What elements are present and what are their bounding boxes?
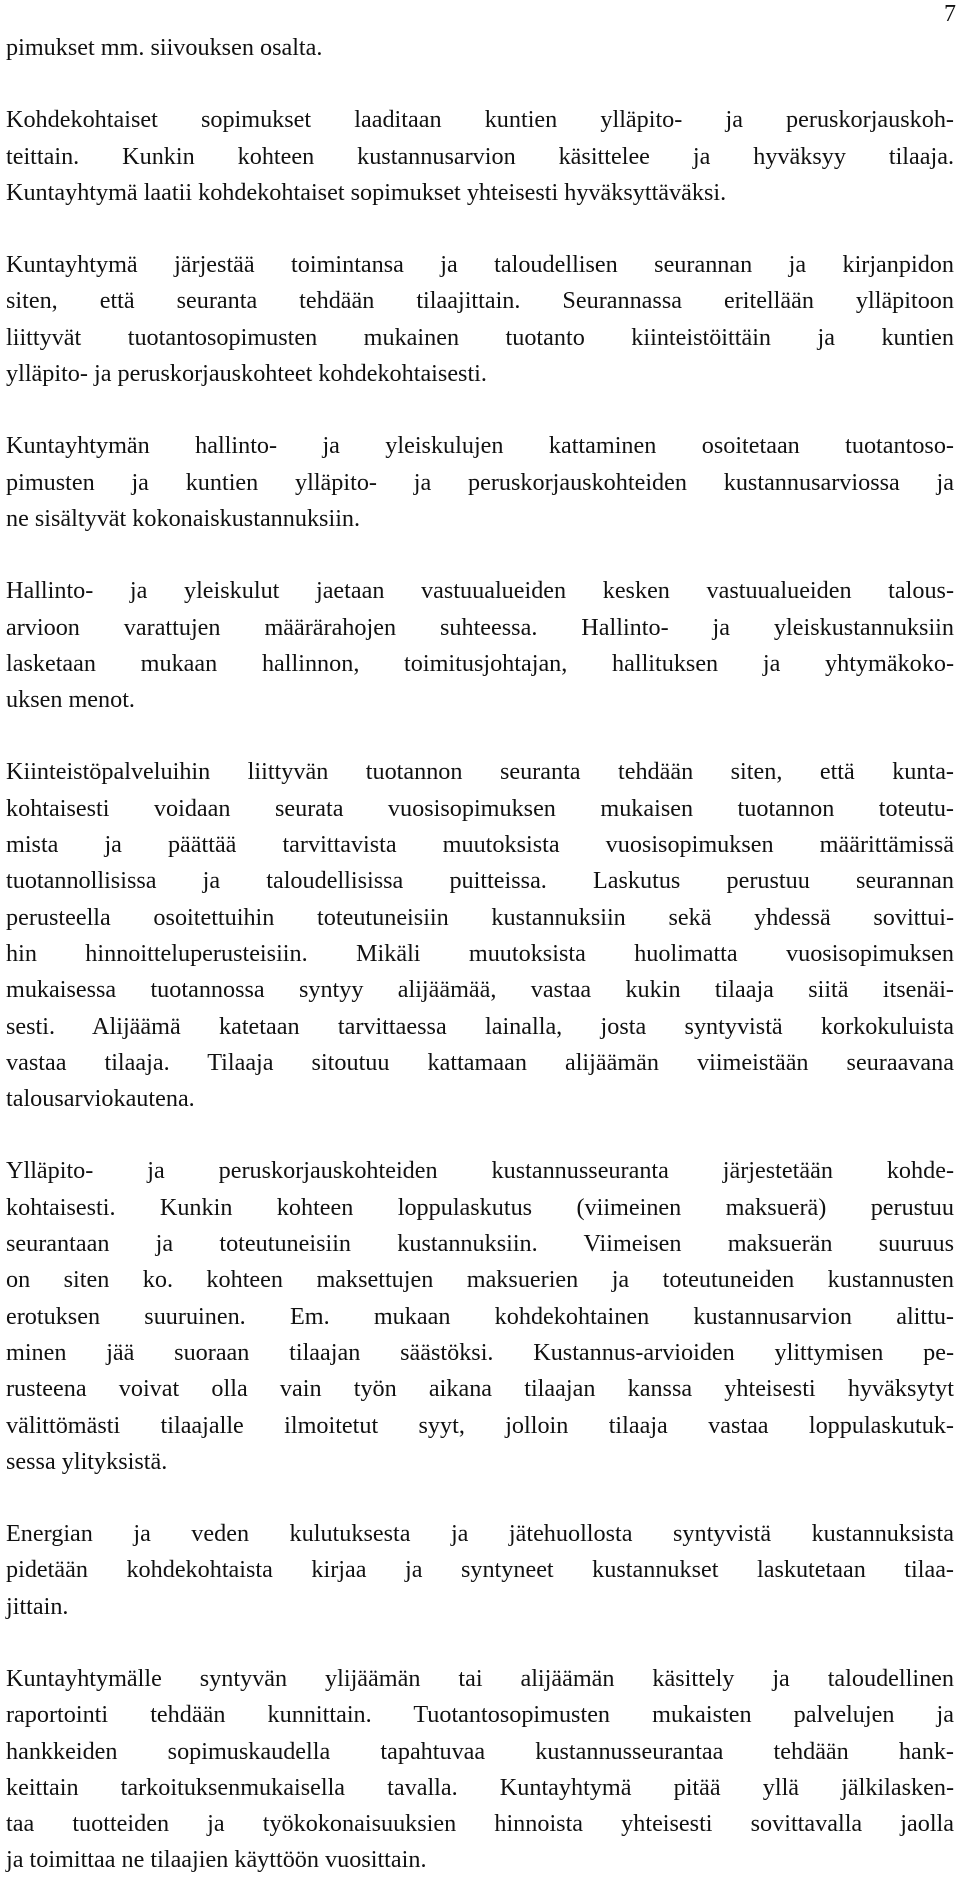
text-line: Kiinteistöpalveluihin liittyvän tuotannon seuranta tehdään siten, että kunta- bbox=[6, 758, 954, 786]
paragraph bbox=[6, 1516, 954, 1625]
paragraph-gap bbox=[6, 392, 954, 428]
paragraph bbox=[6, 1661, 954, 1879]
paragraph-gap bbox=[6, 1117, 954, 1153]
text-line: uksen menot. bbox=[6, 686, 135, 714]
text-line: Kuntayhtymän hallinto- ja yleiskulujen kattaminen osoitetaan tuotantoso- bbox=[6, 432, 954, 460]
text-line: perusteella osoitettuihin toteutuneisiin kustannuksiin sekä yhdessä sovittui- bbox=[6, 903, 954, 931]
paragraph-gap bbox=[6, 66, 954, 102]
text-line: lasketaan mukaan hallinnon, toimitusjohtajan, hallituksen ja yhtymäkoko- bbox=[6, 649, 954, 677]
text-line: rusteena voivat olla vain työn aikana tilaajan kanssa yhteisesti hyväksytyt bbox=[6, 1375, 954, 1403]
paragraph bbox=[6, 754, 954, 1117]
text-line: Energian ja veden kulutuksesta ja jätehuollosta syntyvistä kustannuksista bbox=[6, 1520, 954, 1548]
text-line: Kuntayhtymälle syntyvän ylijäämän tai alijäämän käsittely ja taloudellinen bbox=[6, 1664, 954, 1692]
text-line: Kuntayhtymä laatii kohdekohtaiset sopimukset yhteisesti hyväksyttäväksi. bbox=[6, 178, 727, 206]
text-line: minen jää suoraan tilaajan säästöksi. Kustannus-arvioiden ylittymisen pe- bbox=[6, 1338, 954, 1366]
text-line: mukaisessa tuotannossa syntyy alijäämää, vastaa kukin tilaaja siitä itsenäi- bbox=[6, 976, 954, 1004]
text-line: sessa ylityksistä. bbox=[6, 1447, 168, 1475]
text-line: välittömästi tilaajalle ilmoitetut syyt, jolloin tilaaja vastaa loppulaskutuk- bbox=[6, 1411, 954, 1439]
paragraph bbox=[6, 1153, 954, 1480]
paragraph bbox=[6, 247, 954, 392]
paragraph-gap bbox=[6, 718, 954, 754]
text-line: hankkeiden sopimuskaudella tapahtuvaa kustannusseurantaa tehdään hank- bbox=[6, 1737, 954, 1765]
page-number: 7 bbox=[944, 1, 956, 27]
text-line: on siten ko. kohteen maksettujen maksuerien ja toteutuneiden kustannusten bbox=[6, 1266, 954, 1294]
text-line: vastaa tilaaja. Tilaaja sitoutuu kattamaan alijäämän viimeistään seuraavana bbox=[6, 1048, 954, 1076]
text-line: pimusten ja kuntien ylläpito- ja peruskorjauskohteiden kustannusarviossa ja bbox=[6, 468, 954, 496]
text-line: ne sisältyvät kokonaiskustannuksiin. bbox=[6, 504, 361, 532]
paragraph-gap bbox=[6, 211, 954, 247]
text-line: taa tuotteiden ja työkokonaisuuksien hinnoista yhteisesti sovittavalla jaolla bbox=[6, 1810, 954, 1838]
paragraph bbox=[6, 30, 954, 66]
paragraph bbox=[6, 573, 954, 718]
text-line: Kuntayhtymä järjestää toimintansa ja taloudellisen seurannan ja kirjanpidon bbox=[6, 251, 954, 279]
text-line: kohtaisesti voidaan seurata vuosisopimuksen mukaisen tuotannon toteutu- bbox=[6, 794, 954, 822]
text-line: jittain. bbox=[6, 1592, 69, 1620]
text-line: pimukset mm. siivouksen osalta. bbox=[6, 34, 323, 61]
text-line: sesti. Alijäämä katetaan tarvittaessa lainalla, josta syntyvistä korkokuluista bbox=[6, 1012, 954, 1040]
text-line: seurantaan ja toteutuneisiin kustannuksiin. Viimeisen maksuerän suuruus bbox=[6, 1230, 954, 1258]
text-line: erotuksen suuruinen. Em. mukaan kohdekohtainen kustannusarvion alittu- bbox=[6, 1302, 954, 1330]
text-line: tuotannollisissa ja taloudellisissa puitteissa. Laskutus perustuu seurannan bbox=[6, 867, 954, 895]
text-line: ylläpito- ja peruskorjauskohteet kohdekohtaisesti. bbox=[6, 360, 487, 388]
text-line: siten, että seuranta tehdään tilaajittain. Seurannassa eritellään ylläpitoon bbox=[6, 287, 954, 315]
text-line: kohtaisesti. Kunkin kohteen loppulaskutus (viimeinen maksuerä) perustuu bbox=[6, 1193, 954, 1221]
text-line: liittyvät tuotantosopimusten mukainen tuotanto kiinteistöittäin ja kuntien bbox=[6, 323, 954, 351]
text-line: raportointi tehdään kunnittain. Tuotantosopimusten mukaisten palvelujen ja bbox=[6, 1701, 954, 1729]
paragraph-gap bbox=[6, 1480, 954, 1516]
text-line: arvioon varattujen määrärahojen suhteessa. Hallinto- ja yleiskustannuksiin bbox=[6, 613, 954, 641]
text-line: pidetään kohdekohtaista kirjaa ja syntyneet kustannukset laskutetaan tilaa- bbox=[6, 1556, 954, 1584]
text-line: hin hinnoitteluperusteisiin. Mikäli muutoksista huolimatta vuosisopimuksen bbox=[6, 939, 954, 967]
paragraph bbox=[6, 102, 954, 211]
text-line: Kohdekohtaiset sopimukset laaditaan kuntien ylläpito- ja peruskorjauskoh- bbox=[6, 106, 954, 134]
text-line: mista ja päättää tarvittavista muutoksista vuosisopimuksen määrittämissä bbox=[6, 831, 954, 859]
body-text bbox=[6, 30, 954, 1879]
text-line: Ylläpito- ja peruskorjauskohteiden kustannusseuranta järjestetään kohde- bbox=[6, 1157, 954, 1185]
text-line: Hallinto- ja yleiskulut jaetaan vastuualueiden kesken vastuualueiden talous- bbox=[6, 577, 954, 605]
paragraph-gap bbox=[6, 1625, 954, 1661]
text-line: keittain tarkoituksenmukaisella tavalla. Kuntayhtymä pitää yllä jälkilasken- bbox=[6, 1773, 954, 1801]
text-line: teittain. Kunkin kohteen kustannusarvion käsittelee ja hyväksyy tilaaja. bbox=[6, 142, 954, 170]
paragraph bbox=[6, 428, 954, 537]
text-line: ja toimittaa ne tilaajien käyttöön vuosittain. bbox=[6, 1846, 427, 1874]
text-line: talousarviokautena. bbox=[6, 1085, 195, 1113]
paragraph-gap bbox=[6, 537, 954, 573]
